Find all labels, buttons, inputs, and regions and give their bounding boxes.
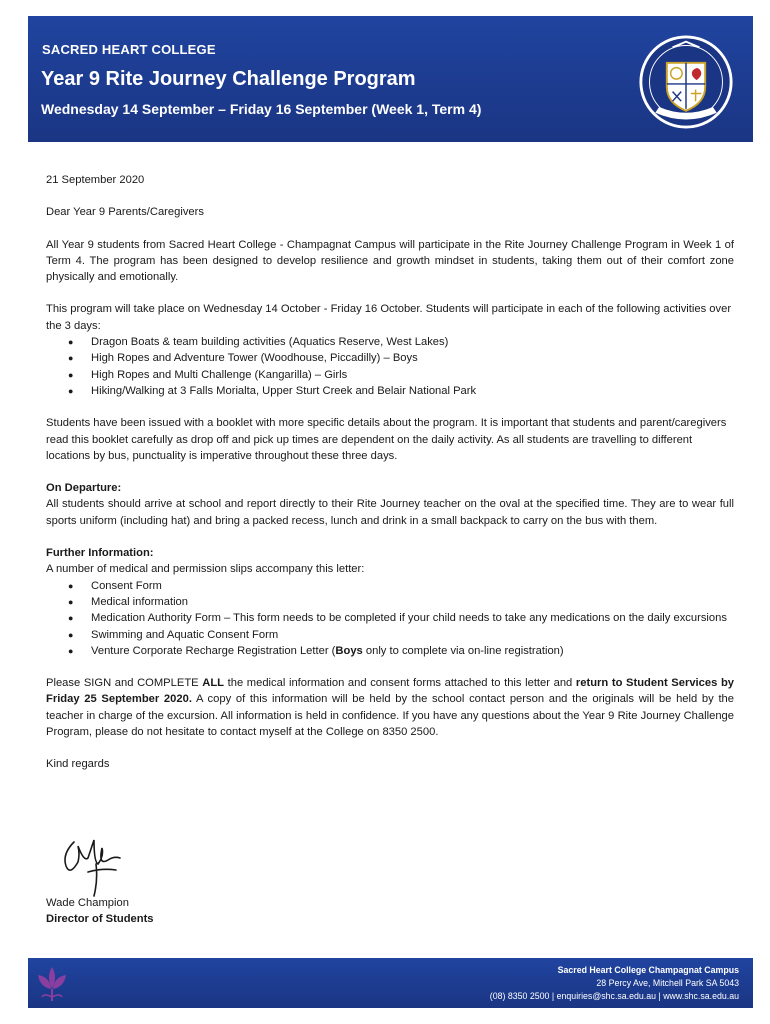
venture-text-bold: Boys <box>335 644 363 657</box>
footer-contact <box>490 964 739 1003</box>
venture-text-pre: Venture Corporate Recharge Registration Letter ( <box>91 644 336 657</box>
list-item: ● High Ropes and Adventure Tower (Woodhouse, Piccadilly) – Boys <box>68 350 734 366</box>
instructions-text: Please SIGN and COMPLETE <box>46 677 203 690</box>
list-item: ● Hiking/Walking at 3 Falls Morialta, Upper Sturt Creek and Belair National Park <box>68 383 734 399</box>
return-deadline: return to Student Services by Friday 25 September 2020. <box>46 677 734 706</box>
schedule-intro: This program will take place on Wednesday 14 October - Friday 16 October. Students will participate in each of the following activities over the 3 days: <box>46 303 732 332</box>
campus-contact: (08) 8350 2500 | enquiries@shc.sa.edu.au | www.shc.sa.edu.au <box>489 991 739 1001</box>
salutation: Dear Year 9 Parents/Caregivers <box>46 206 204 219</box>
footer-banner <box>28 958 753 1008</box>
letter-title: Year 9 Rite Journey Challenge Program <box>41 68 416 90</box>
lotus-logo-icon <box>34 963 70 1003</box>
letter-subtitle: Wednesday 14 September – Friday 16 September (Week 1, Term 4) <box>41 101 482 117</box>
campus-address: 28 Percy Ave, Mitchell Park SA 5043 <box>596 978 739 988</box>
letter-body <box>46 172 734 789</box>
closing: Kind regards <box>46 758 110 771</box>
further-intro: A number of medical and permission slips accompany this letter: <box>46 563 365 576</box>
list-item <box>68 643 734 659</box>
signer-title: Director of Students <box>46 913 154 926</box>
signer-name: Wade Champion <box>46 897 129 909</box>
handwritten-signature <box>58 832 122 898</box>
list-item: ● Medical information <box>68 594 734 610</box>
intro-paragraph: All Year 9 students from Sacred Heart College - Champagnat Campus will participate in the Rite Journey Challenge Program in Week 1 of Term 4. The program has been designed to develop resilience and growth mindset in students, taking them out of their comfort zone physically and emotionally. <box>46 238 734 284</box>
list-item: ● High Ropes and Multi Challenge (Kangarilla) – Girls <box>68 367 734 383</box>
booklet-paragraph: Students have been issued with a booklet with more specific details about the program. It is important that students and parent/caregivers read this booklet carefully as drop off and pick up times are dependent on the daily activity. As all students are travelling to different locations by bus, punctuality is imperative throughout these three days. <box>46 417 727 462</box>
list-item: ● Dragon Boats & team building activities (Aquatics Reserve, West Lakes) <box>68 334 734 350</box>
list-item: ● Consent Form <box>68 578 734 594</box>
campus-name: Sacred Heart College Champagnat Campus <box>557 965 739 975</box>
instructions-paragraph <box>46 675 734 740</box>
letter-date: 21 September 2020 <box>46 174 145 186</box>
instructions-emphasis: ALL <box>202 677 224 690</box>
letterhead-banner <box>28 16 753 142</box>
college-crest-icon <box>638 34 734 130</box>
further-heading: Further Information: <box>46 547 154 560</box>
activities-list <box>68 334 734 399</box>
list-item: ● Swimming and Aquatic Consent Form <box>68 627 734 643</box>
signature-block <box>46 895 154 928</box>
forms-list <box>68 578 734 659</box>
departure-heading: On Departure: <box>46 482 122 495</box>
instructions-text: the medical information and consent forms attached to this letter and <box>224 677 576 690</box>
list-item: ● Medication Authority Form – This form needs to be completed if your child needs to take any medications on the daily excursions <box>68 610 734 626</box>
venture-text-post: only to complete via on-line registration) <box>362 644 564 657</box>
instructions-text: A copy of this information will be held by the school contact person and the originals will be held by the teacher in charge of the excursion. All information is held in confidence. If you have any questions about the Year 9 Rite Journey Challenge Program, please do not hesitate to contact myself at the College on 8350 2500. <box>46 693 734 739</box>
school-name: SACRED HEART COLLEGE <box>42 42 216 57</box>
departure-paragraph: All students should arrive at school and report directly to their Rite Journey teacher on the oval at the specified time. They are to wear full sports uniform (including hat) and bring a packed recess, lunch and drink in a small backpack to carry on the bus with them. <box>46 498 734 527</box>
